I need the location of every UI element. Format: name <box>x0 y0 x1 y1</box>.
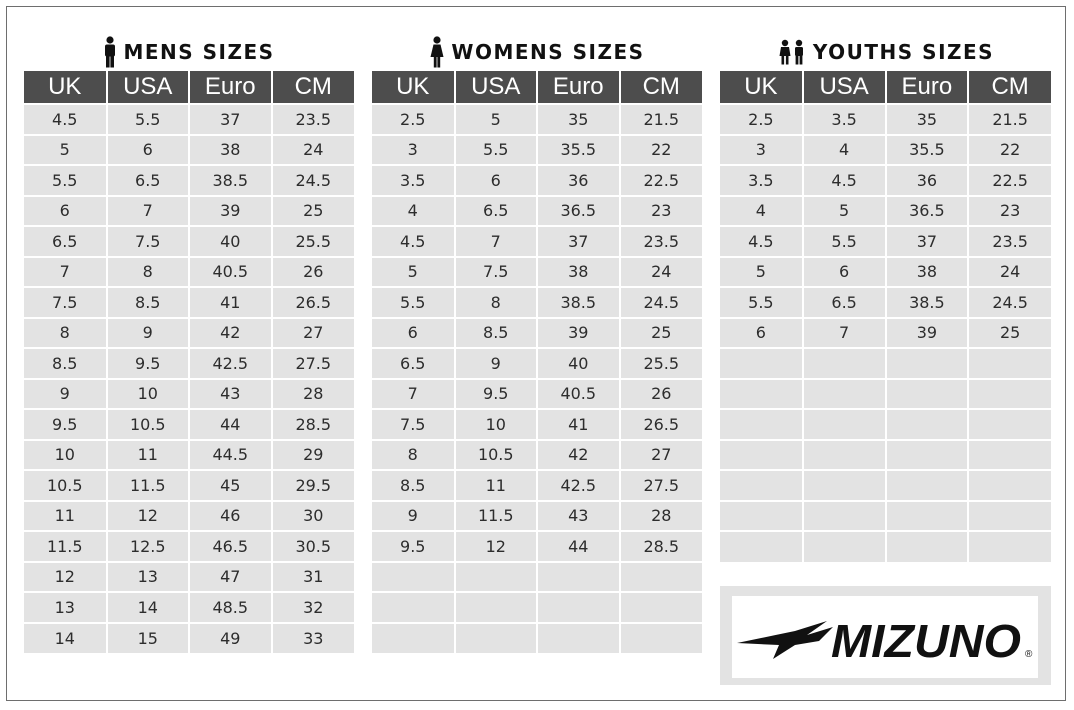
size-cell: 41 <box>189 287 272 318</box>
size-cell <box>372 592 455 623</box>
size-cell: 2.5 <box>720 104 803 135</box>
size-cell: 9 <box>455 348 538 379</box>
womens-title-row <box>372 37 702 67</box>
size-cell <box>720 531 803 562</box>
column-header-euro: Euro <box>537 71 620 104</box>
size-cell: 28 <box>620 501 703 532</box>
size-cell <box>968 440 1051 471</box>
size-cell: 6 <box>107 135 190 166</box>
size-cell: 5 <box>372 257 455 288</box>
size-cell <box>968 501 1051 532</box>
youths-title-row <box>720 37 1051 67</box>
mizuno-wordmark: MIZUNO <box>831 615 1022 667</box>
size-cell: 4.5 <box>720 226 803 257</box>
size-cell: 40.5 <box>189 257 272 288</box>
size-cell: 6 <box>372 318 455 349</box>
size-cell: 22 <box>620 135 703 166</box>
size-cell: 6.5 <box>455 196 538 227</box>
size-cell: 13 <box>24 592 107 623</box>
size-cell: 32 <box>272 592 355 623</box>
size-cell: 35 <box>886 104 969 135</box>
table-row <box>372 501 702 532</box>
size-cell: 10 <box>455 409 538 440</box>
size-cell: 8 <box>455 287 538 318</box>
table-row <box>720 226 1051 257</box>
size-cell: 29 <box>272 440 355 471</box>
size-cell <box>886 501 969 532</box>
size-cell: 47 <box>189 562 272 593</box>
size-cell <box>455 562 538 593</box>
size-cell: 6.5 <box>107 165 190 196</box>
size-cell: 6 <box>24 196 107 227</box>
size-cell: 3 <box>372 135 455 166</box>
size-chart-frame <box>6 6 1066 701</box>
size-cell: 10.5 <box>107 409 190 440</box>
size-cell <box>886 531 969 562</box>
size-cell: 9 <box>24 379 107 410</box>
youths-size-table <box>720 71 1051 562</box>
size-cell: 11.5 <box>455 501 538 532</box>
size-cell: 30 <box>272 501 355 532</box>
size-cell: 5 <box>455 104 538 135</box>
size-cell: 6.5 <box>24 226 107 257</box>
size-cell: 4 <box>720 196 803 227</box>
size-cell: 8 <box>107 257 190 288</box>
size-cell: 24.5 <box>272 165 355 196</box>
size-cell: 9.5 <box>107 348 190 379</box>
size-cell <box>803 409 886 440</box>
size-cell <box>803 348 886 379</box>
table-row <box>24 440 354 471</box>
size-cell: 11 <box>455 470 538 501</box>
size-cell <box>968 409 1051 440</box>
size-cell: 15 <box>107 623 190 654</box>
table-row <box>24 623 354 654</box>
table-row <box>372 287 702 318</box>
table-row <box>720 531 1051 562</box>
table-row <box>24 226 354 257</box>
size-cell: 23 <box>620 196 703 227</box>
size-cell: 33 <box>272 623 355 654</box>
size-cell: 38 <box>189 135 272 166</box>
table-row <box>24 409 354 440</box>
size-cell: 44 <box>537 531 620 562</box>
size-cell: 28.5 <box>620 531 703 562</box>
table-row <box>372 379 702 410</box>
size-cell: 6.5 <box>803 287 886 318</box>
size-cell: 42.5 <box>189 348 272 379</box>
size-cell: 7.5 <box>24 287 107 318</box>
size-cell: 7.5 <box>455 257 538 288</box>
size-cell <box>886 409 969 440</box>
size-cell: 11.5 <box>107 470 190 501</box>
size-cell: 7 <box>372 379 455 410</box>
size-cell <box>720 409 803 440</box>
table-row <box>372 592 702 623</box>
size-cell: 22 <box>968 135 1051 166</box>
size-cell: 26 <box>272 257 355 288</box>
size-cell <box>620 623 703 654</box>
size-cell: 8 <box>24 318 107 349</box>
size-cell: 24 <box>272 135 355 166</box>
table-row <box>720 409 1051 440</box>
size-cell: 6 <box>455 165 538 196</box>
size-cell <box>968 531 1051 562</box>
size-cell: 39 <box>189 196 272 227</box>
size-cell: 7.5 <box>372 409 455 440</box>
woman-icon <box>429 36 445 68</box>
size-cell: 21.5 <box>968 104 1051 135</box>
size-cell <box>968 348 1051 379</box>
table-row <box>720 501 1051 532</box>
size-cell <box>968 379 1051 410</box>
size-cell: 4 <box>803 135 886 166</box>
size-cell: 5 <box>720 257 803 288</box>
column-header-usa: USA <box>107 71 190 104</box>
children-icon <box>777 39 807 65</box>
size-cell: 38 <box>537 257 620 288</box>
table-row <box>720 379 1051 410</box>
size-cell <box>803 501 886 532</box>
size-cell: 36 <box>886 165 969 196</box>
youths-panel <box>720 7 1051 687</box>
size-cell <box>720 501 803 532</box>
size-cell <box>803 379 886 410</box>
size-cell: 40 <box>537 348 620 379</box>
size-cell: 27.5 <box>272 348 355 379</box>
table-row <box>24 379 354 410</box>
table-row <box>720 287 1051 318</box>
size-cell: 11 <box>24 501 107 532</box>
size-cell: 4.5 <box>803 165 886 196</box>
size-cell: 10.5 <box>455 440 538 471</box>
size-cell: 7 <box>107 196 190 227</box>
size-cell: 42 <box>537 440 620 471</box>
size-cell: 11.5 <box>24 531 107 562</box>
table-row <box>24 318 354 349</box>
table-row <box>720 104 1051 135</box>
size-cell: 23.5 <box>272 104 355 135</box>
size-cell: 14 <box>24 623 107 654</box>
size-cell: 46.5 <box>189 531 272 562</box>
size-cell: 48.5 <box>189 592 272 623</box>
size-cell: 4.5 <box>24 104 107 135</box>
column-header-usa: USA <box>803 71 886 104</box>
size-cell: 38 <box>886 257 969 288</box>
size-cell: 10 <box>107 379 190 410</box>
youths-title: YOUTHS SIZES <box>812 40 995 64</box>
size-cell: 28 <box>272 379 355 410</box>
table-row <box>372 348 702 379</box>
table-row <box>720 470 1051 501</box>
size-cell: 37 <box>886 226 969 257</box>
table-row <box>372 226 702 257</box>
size-cell: 3.5 <box>720 165 803 196</box>
size-cell: 23.5 <box>968 226 1051 257</box>
size-cell: 22.5 <box>968 165 1051 196</box>
size-cell <box>803 470 886 501</box>
size-cell: 24.5 <box>968 287 1051 318</box>
table-row <box>24 104 354 135</box>
size-cell: 39 <box>537 318 620 349</box>
size-cell: 26.5 <box>272 287 355 318</box>
table-row <box>372 531 702 562</box>
size-cell: 6.5 <box>372 348 455 379</box>
size-cell: 9 <box>372 501 455 532</box>
size-cell <box>620 592 703 623</box>
table-row <box>24 196 354 227</box>
size-cell <box>720 440 803 471</box>
mizuno-logo <box>732 596 1038 678</box>
size-cell: 46 <box>189 501 272 532</box>
size-cell: 5 <box>803 196 886 227</box>
size-cell: 5.5 <box>24 165 107 196</box>
size-cell: 24 <box>968 257 1051 288</box>
table-row <box>720 165 1051 196</box>
size-cell: 25.5 <box>272 226 355 257</box>
size-cell <box>537 562 620 593</box>
size-cell: 7 <box>24 257 107 288</box>
size-cell: 40.5 <box>537 379 620 410</box>
size-cell: 42 <box>189 318 272 349</box>
table-row <box>372 196 702 227</box>
table-row <box>720 135 1051 166</box>
logo-area <box>720 586 1051 685</box>
size-cell: 27 <box>620 440 703 471</box>
column-header-euro: Euro <box>189 71 272 104</box>
size-cell: 23 <box>968 196 1051 227</box>
size-cell <box>803 531 886 562</box>
size-cell: 27 <box>272 318 355 349</box>
size-cell: 4.5 <box>372 226 455 257</box>
table-row <box>372 257 702 288</box>
size-cell: 38.5 <box>886 287 969 318</box>
size-cell <box>886 470 969 501</box>
size-cell: 44 <box>189 409 272 440</box>
table-row <box>24 348 354 379</box>
table-row <box>372 440 702 471</box>
column-header-cm: CM <box>272 71 355 104</box>
table-row <box>720 257 1051 288</box>
size-cell: 35.5 <box>886 135 969 166</box>
table-row <box>372 409 702 440</box>
table-row <box>372 470 702 501</box>
size-cell: 8.5 <box>107 287 190 318</box>
mens-title-row <box>24 37 354 67</box>
size-cell: 10.5 <box>24 470 107 501</box>
column-header-uk: UK <box>372 71 455 104</box>
size-cell: 36.5 <box>886 196 969 227</box>
size-cell: 38.5 <box>537 287 620 318</box>
womens-size-table <box>372 71 702 653</box>
size-cell: 43 <box>537 501 620 532</box>
size-cell: 25.5 <box>620 348 703 379</box>
table-row <box>372 104 702 135</box>
size-cell: 28.5 <box>272 409 355 440</box>
size-cell: 21.5 <box>620 104 703 135</box>
size-cell: 5.5 <box>803 226 886 257</box>
size-cell <box>455 592 538 623</box>
size-cell: 26.5 <box>620 409 703 440</box>
table-row <box>372 623 702 654</box>
column-header-euro: Euro <box>886 71 969 104</box>
size-cell: 11 <box>107 440 190 471</box>
size-cell <box>720 379 803 410</box>
size-cell: 7 <box>803 318 886 349</box>
table-row <box>720 348 1051 379</box>
size-cell: 12 <box>107 501 190 532</box>
size-cell: 40 <box>189 226 272 257</box>
size-cell: 22.5 <box>620 165 703 196</box>
size-cell: 5.5 <box>455 135 538 166</box>
size-cell <box>803 440 886 471</box>
size-cell: 44.5 <box>189 440 272 471</box>
size-cell: 38.5 <box>189 165 272 196</box>
table-row <box>24 287 354 318</box>
size-cell <box>537 623 620 654</box>
size-cell: 23.5 <box>620 226 703 257</box>
size-cell: 5.5 <box>720 287 803 318</box>
size-cell: 13 <box>107 562 190 593</box>
table-row <box>24 135 354 166</box>
size-cell: 5.5 <box>107 104 190 135</box>
size-cell <box>720 470 803 501</box>
size-cell: 3 <box>720 135 803 166</box>
man-icon <box>103 36 117 68</box>
size-cell: 9.5 <box>24 409 107 440</box>
size-cell: 36 <box>537 165 620 196</box>
size-cell: 27.5 <box>620 470 703 501</box>
size-cell: 14 <box>107 592 190 623</box>
size-cell <box>372 562 455 593</box>
table-row <box>24 257 354 288</box>
size-cell: 25 <box>968 318 1051 349</box>
size-cell <box>886 440 969 471</box>
size-cell <box>620 562 703 593</box>
size-cell <box>537 592 620 623</box>
size-cell: 6 <box>803 257 886 288</box>
table-row <box>24 165 354 196</box>
size-cell: 35 <box>537 104 620 135</box>
size-cell: 41 <box>537 409 620 440</box>
size-cell: 3.5 <box>372 165 455 196</box>
size-cell: 37 <box>537 226 620 257</box>
size-cell: 7 <box>455 226 538 257</box>
size-cell: 31 <box>272 562 355 593</box>
size-cell: 6 <box>720 318 803 349</box>
table-row <box>24 531 354 562</box>
size-cell: 8.5 <box>455 318 538 349</box>
size-cell: 24.5 <box>620 287 703 318</box>
size-cell: 9 <box>107 318 190 349</box>
column-header-usa: USA <box>455 71 538 104</box>
womens-title: WOMENS SIZES <box>451 40 645 64</box>
size-cell: 8.5 <box>372 470 455 501</box>
size-cell: 3.5 <box>803 104 886 135</box>
size-cell <box>968 470 1051 501</box>
table-row <box>24 592 354 623</box>
mens-title: MENS SIZES <box>123 40 275 64</box>
size-cell: 45 <box>189 470 272 501</box>
size-cell: 29.5 <box>272 470 355 501</box>
size-cell <box>720 348 803 379</box>
mens-size-table <box>24 71 354 653</box>
table-row <box>24 470 354 501</box>
size-cell <box>455 623 538 654</box>
size-cell: 5 <box>24 135 107 166</box>
table-row <box>720 196 1051 227</box>
column-header-cm: CM <box>968 71 1051 104</box>
size-cell: 8.5 <box>24 348 107 379</box>
size-cell: 2.5 <box>372 104 455 135</box>
size-cell: 39 <box>886 318 969 349</box>
size-cell: 25 <box>272 196 355 227</box>
table-row <box>720 440 1051 471</box>
size-cell: 9.5 <box>372 531 455 562</box>
table-row <box>372 165 702 196</box>
size-cell: 12 <box>24 562 107 593</box>
size-cell: 4 <box>372 196 455 227</box>
size-cell: 10 <box>24 440 107 471</box>
size-cell: 30.5 <box>272 531 355 562</box>
size-cell: 7.5 <box>107 226 190 257</box>
size-cell <box>886 379 969 410</box>
size-cell <box>886 348 969 379</box>
table-row <box>372 318 702 349</box>
size-cell: 12.5 <box>107 531 190 562</box>
table-row <box>720 318 1051 349</box>
womens-panel <box>372 7 702 687</box>
table-row <box>372 562 702 593</box>
size-cell: 25 <box>620 318 703 349</box>
table-row <box>24 501 354 532</box>
size-cell: 26 <box>620 379 703 410</box>
size-cell: 8 <box>372 440 455 471</box>
column-header-uk: UK <box>24 71 107 104</box>
size-cell: 24 <box>620 257 703 288</box>
table-row <box>24 562 354 593</box>
table-row <box>372 135 702 166</box>
size-cell <box>372 623 455 654</box>
size-cell: 43 <box>189 379 272 410</box>
size-cell: 37 <box>189 104 272 135</box>
column-header-uk: UK <box>720 71 803 104</box>
size-cell: 35.5 <box>537 135 620 166</box>
column-header-cm: CM <box>620 71 703 104</box>
size-cell: 9.5 <box>455 379 538 410</box>
size-cell: 42.5 <box>537 470 620 501</box>
registered-mark: ® <box>1025 649 1033 660</box>
size-cell: 49 <box>189 623 272 654</box>
size-cell: 36.5 <box>537 196 620 227</box>
size-cell: 5.5 <box>372 287 455 318</box>
mens-panel <box>24 7 354 687</box>
size-cell: 12 <box>455 531 538 562</box>
